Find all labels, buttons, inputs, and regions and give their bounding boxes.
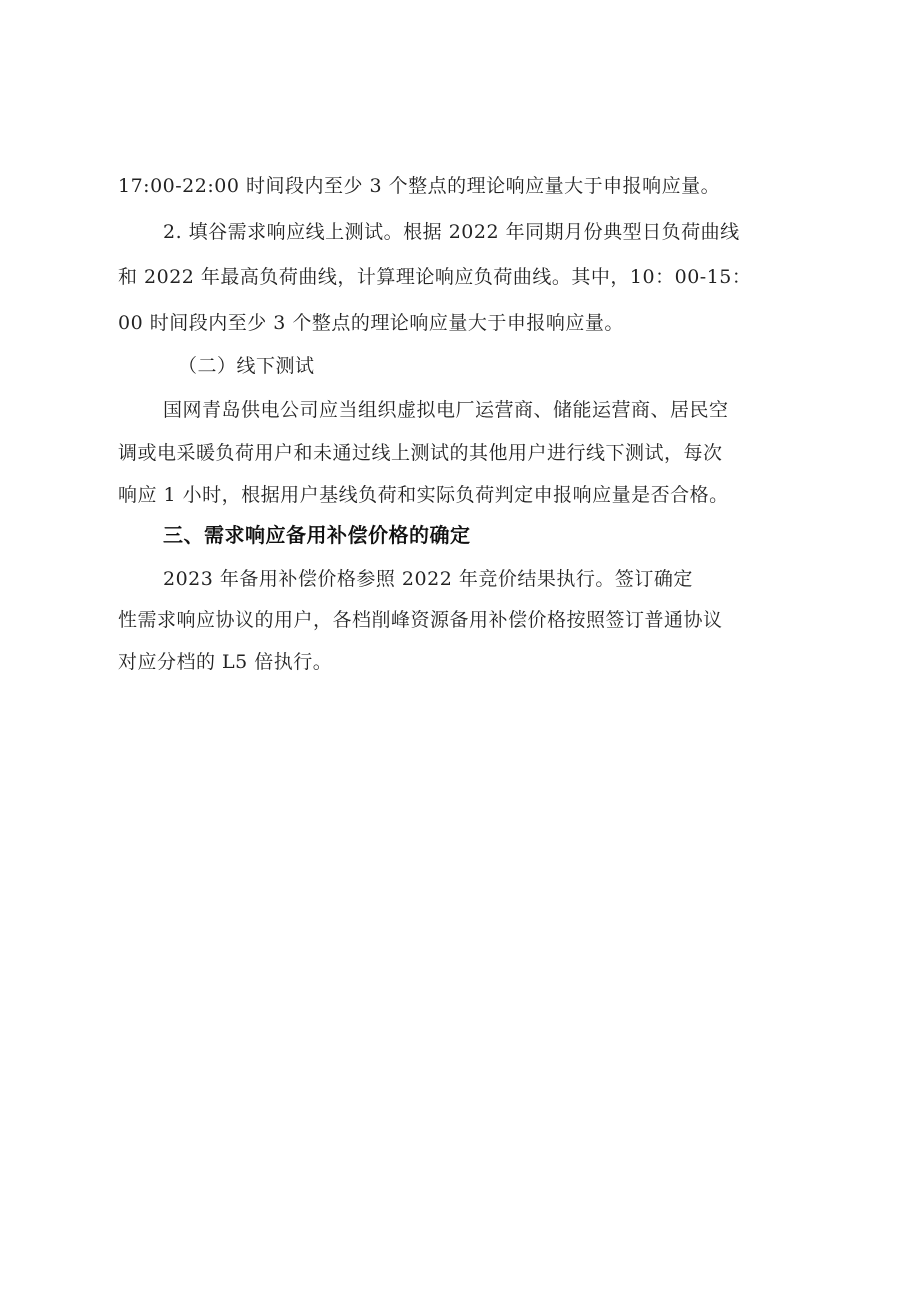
paragraph-line: 2023 年备用补偿价格参照 2022 年竞价结果执行。签订确定	[163, 568, 693, 590]
paragraph-line: 调或电采暖负荷用户和未通过线上测试的其他用户进行线下测试，每次	[118, 442, 723, 464]
subsection-heading: （二）线下测试	[178, 355, 315, 377]
paragraph-line: 17:00-22:00 时间段内至少 3 个整点的理论响应量大于申报响应量。	[118, 175, 721, 197]
section-heading: 三、需求响应备用补偿价格的确定	[163, 523, 471, 547]
paragraph-line: 国网青岛供电公司应当组织虚拟电厂运营商、储能运营商、居民空	[163, 399, 729, 421]
paragraph-line: 和 2022 年最高负荷曲线，计算理论响应负荷曲线。其中，10：00-15：	[118, 266, 752, 288]
paragraph-line: 2. 填谷需求响应线上测试。根据 2022 年同期月份典型日负荷曲线	[163, 221, 740, 243]
paragraph-line: 性需求响应协议的用户，各档削峰资源备用补偿价格按照签订普通协议	[118, 609, 723, 631]
paragraph-line: 对应分档的 L5 倍执行。	[118, 651, 333, 673]
paragraph-line: 00 时间段内至少 3 个整点的理论响应量大于申报响应量。	[118, 312, 624, 334]
paragraph-line: 响应 1 小时，根据用户基线负荷和实际负荷判定申报响应量是否合格。	[118, 484, 729, 506]
